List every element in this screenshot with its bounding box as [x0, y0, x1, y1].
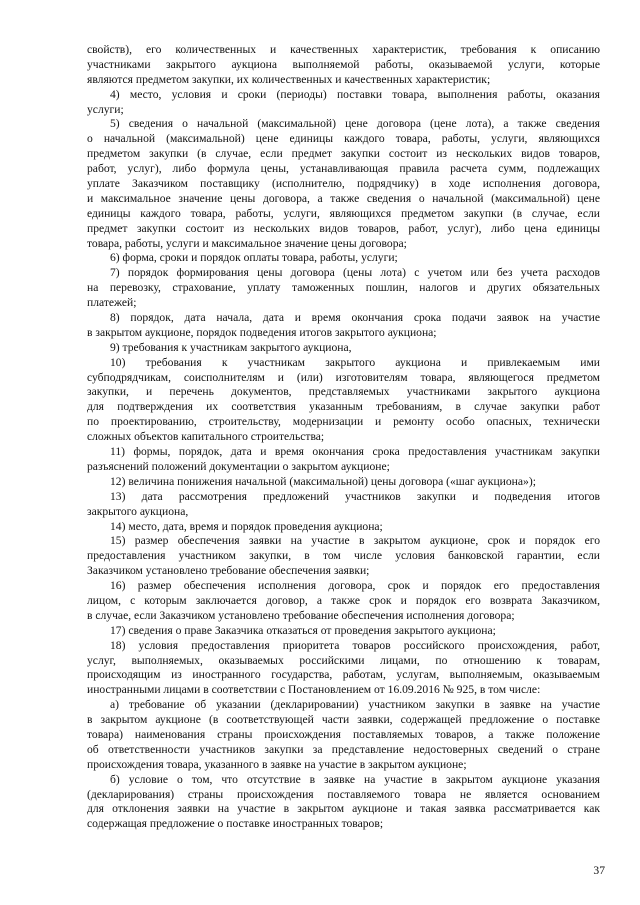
text-line: происходящим из иностранного государства, работам, услугам, выполняемым, оказываемым: [87, 668, 600, 682]
text-line: 11) формы, порядок, дата и время окончания срока предоставления участникам закупки: [110, 445, 600, 459]
text-line: 10) требования к участникам закрытого аукциона и привлекаемым ими: [110, 355, 600, 369]
text-line: 9) требования к участникам закрытого аукциона,: [110, 340, 352, 354]
text-line: закрытого аукциона,: [87, 504, 189, 518]
text-line: предмет закупки состоит из нескольких видов товаров, работ, услуг), либо цена единицы: [87, 221, 600, 235]
text-line: уплате Заказчиком поставщику (исполнителю, подрядчику) в ходе исполнения договора,: [87, 177, 600, 191]
text-line: 16) размер обеспечения исполнения договора, срок и порядок его предоставления: [110, 579, 600, 593]
text-line: являются предметом закупки, их количественных и качественных характеристик;: [87, 72, 491, 86]
text-line: 12) величина понижения начальной (максимальной) цены договора («шаг аукциона»);: [110, 474, 536, 488]
text-line: в закрытом аукционе, порядок подведения итогов закрытого аукциона;: [87, 325, 437, 339]
page-number: 37: [593, 864, 605, 877]
text-line: 14) место, дата, время и порядок проведения аукциона;: [110, 519, 383, 533]
text-line: на перевозку, страхование, уплату таможенных пошлин, налогов и других обязательных: [87, 281, 600, 295]
text-line: предметом закупки (в случае, если предмет закупки состоит из нескольких видов товаров,: [87, 147, 600, 161]
text-line: в закрытом аукционе (в соответствующей части заявки, содержащей предложение о поставке: [87, 713, 600, 727]
text-line: закупки, и перечень документов, представляемых участниками закрытого аукциона: [87, 385, 600, 399]
text-line: б) условие о том, что отсутствие в заявке на участие в закрытом аукционе указания: [110, 772, 600, 786]
text-line: (декларирования) страны происхождения поставляемого товара не является основанием: [87, 787, 600, 801]
text-line: субподрядчикам, соисполнителям и (или) изготовителям товара, являющегося предметом: [87, 370, 600, 384]
text-line: а) требование об указании (декларировании) участником закупки в заявке на участие: [110, 698, 600, 712]
text-line: 13) дата рассмотрения предложений участников закупки и подведения итогов: [110, 489, 600, 503]
text-line: 8) порядок, дата начала, дата и время окончания срока подачи заявок на участие: [110, 311, 600, 325]
text-line: лицом, с которым заключается договор, а также срок и порядок его возврата Заказчиком,: [87, 593, 600, 607]
text-line: сложных объектов капитального строительства;: [87, 430, 325, 444]
text-line: 15) размер обеспечения заявки на участие в закрытом аукционе, срок и порядок его: [110, 534, 600, 548]
text-line: Заказчиком установлено требование обеспечения заявки;: [87, 564, 370, 578]
text-line: об ответственности участников закупки за представление недостоверных сведений о стране: [87, 742, 600, 756]
text-line: 7) порядок формирования цены договора (цены лота) с учетом или без учета расходов: [110, 266, 600, 280]
text-line: для подтверждения их соответствия указанным требованиям, в случае закупки работ: [87, 400, 600, 414]
text-line: 17) сведения о праве Заказчика отказаться от проведения закрытого аукциона;: [110, 623, 496, 637]
text-line: участниками закрытого аукциона выполняемой работы, оказываемой услуги, которые: [87, 57, 600, 71]
text-line: 18) условия предоставления приоритета товаров российского происхождения, работ,: [110, 638, 600, 652]
text-line: для отклонения заявки на участие в закрытом аукционе и такая заявка рассматривается как: [87, 802, 600, 816]
text-line: происхождения товара, указанного в заявке на участие в закрытом аукционе;: [87, 757, 467, 771]
text-line: в случае, если Заказчиком установлено требование обеспечения исполнения договора;: [87, 608, 515, 622]
text-line: платежей;: [87, 296, 137, 310]
document-body: [87, 43, 600, 832]
text-line: услуг, выполняемых, оказываемых российскими лицами, по отношению к товарам,: [87, 653, 600, 667]
text-line: иностранными лицами в соответствии с Постановлением от 16.09.2016 № 925, в том числе:: [87, 683, 541, 697]
text-line: товара, работы, услуги и максимальное значение цены договора;: [87, 236, 407, 250]
text-line: услуги;: [87, 102, 124, 116]
text-line: содержащая предложение о поставке иностранных товаров;: [87, 817, 384, 831]
text-line: свойств), его количественных и качественных характеристик, требования к описанию: [87, 43, 600, 56]
text-line: 5) сведения о начальной (максимальной) цене договора (цене лота), а также сведения: [110, 117, 600, 131]
text-line: единицы каждого товара, работы, услуги, являющихся предметом закупки (в случае, если: [87, 206, 600, 220]
text-line: товара) наименования страны происхождения поставляемых товаров, а также положение: [87, 727, 600, 741]
text-line: разъяснений положений документации о закрытом аукционе;: [87, 459, 390, 473]
text-line: о начальной (максимальной) цене единицы каждого товара, работы, услуги, являющихся: [87, 132, 600, 146]
text-line: предоставления участником закупки, в том числе условия банковской гарантии, если: [87, 549, 600, 563]
text-line: 6) форма, сроки и порядок оплаты товара, работы, услуги;: [110, 251, 398, 265]
text-line: 4) место, условия и сроки (периоды) поставки товара, выполнения работы, оказания: [110, 87, 600, 101]
text-line: по проектированию, строительству, модернизации и ремонту особо опасных, технически: [87, 415, 600, 429]
text-line: работ, услуг), либо формула цены, устанавливающая правила расчета сумм, подлежащих: [87, 162, 600, 176]
text-line: и максимальное значение цены договора, а также сведения о начальной (максимальной) цене: [87, 191, 600, 205]
